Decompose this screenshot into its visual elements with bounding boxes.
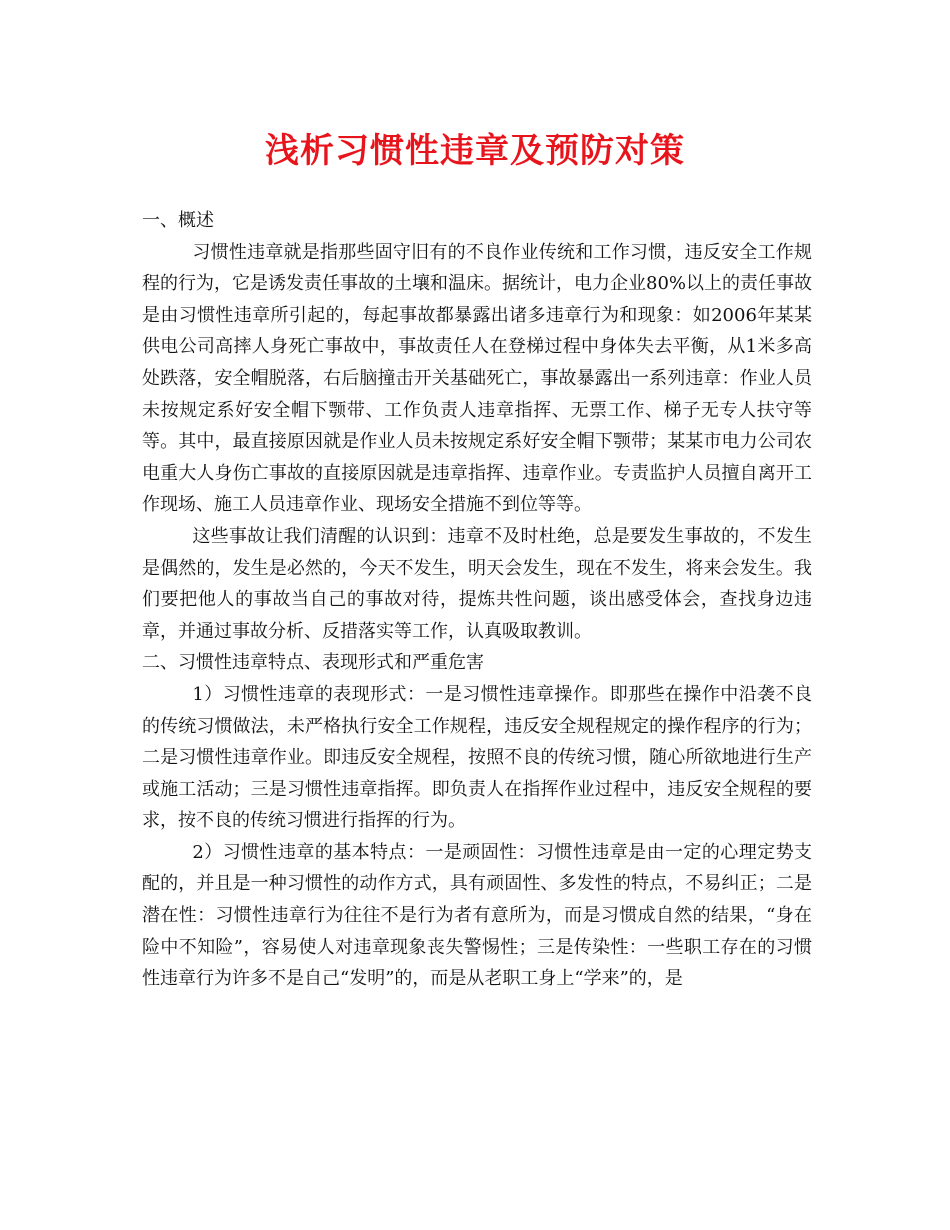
- section-heading-overview: 一、概述: [142, 210, 214, 231]
- paragraph: 这些事故让我们清醒的认识到：违章不及时杜绝，总是要发生事故的，不发生是偶然的，发生是必然的，今天不发生，明天会发生，现在不发生，将来会发生。我们要把他人的事故当自己的事故对待，提炼共性问题，谈出感受体会，查找身边违章，并通过事故分析、反措落实等工作，认真吸取教训。: [142, 525, 812, 642]
- document-body: [142, 205, 812, 995]
- paragraph: 习惯性违章就是指那些固守旧有的不良作业传统和工作习惯，违反安全工作规程的行为，它是诱发责任事故的土壤和温床。据统计，电力企业80%以上的责任事故是由习惯性违章所引起的，每起事故都暴露出诸多违章行为和现象：如2006年某某供电公司高摔人身死亡事故中，事故责任人在登梯过程中身体失去平衡，从1米多高处跌落，安全帽脱落，右后脑撞击开关基础死亡，事故暴露出一系列违章：作业人员未按规定系好安全帽下颚带、工作负责人违章指挥、无票工作、梯子无专人扶守等等。其中，最直接原因就是作业人员未按规定系好安全帽下颚带；某某市电力公司农电重大人身伤亡事故的直接原因就是违章指挥、违章作业。专责监护人员擅自离开工作现场、施工人员违章作业、现场安全措施不到位等等。: [142, 241, 813, 516]
- paragraph: 2）习惯性违章的基本特点：一是顽固性：习惯性违章是由一定的心理定势支配的，并且是一种习惯性的动作方式，具有顽固性、多发性的特点，不易纠正；二是潜在性：习惯性违章行为往往不是行为者有意所为，而是习惯成自然的结果，“身在险中不知险”，容易使人对违章现象丧失警惕性；三是传染性：一些职工存在的习惯性违章行为许多不是自己“发明”的，而是从老职工身上“学来”的，是: [142, 841, 812, 990]
- document-title: 浅析习惯性违章及预防对策: [265, 131, 685, 171]
- section-heading-features: 二、习惯性违章特点、表现形式和严重危害: [142, 652, 484, 674]
- paragraph: 1）习惯性违章的表现形式：一是习惯性违章操作。即那些在操作中沿袭不良的传统习惯做法，未严格执行安全工作规程，违反安全规程规定的操作程序的行为；二是习惯性违章作业。即违反安全规程，按照不良的传统习惯，随心所欲地进行生产或施工活动；三是习惯性违章指挥。即负责人在指挥作业过程中，违反安全规程的要求，按不良的传统习惯进行指挥的行为。: [142, 683, 812, 832]
